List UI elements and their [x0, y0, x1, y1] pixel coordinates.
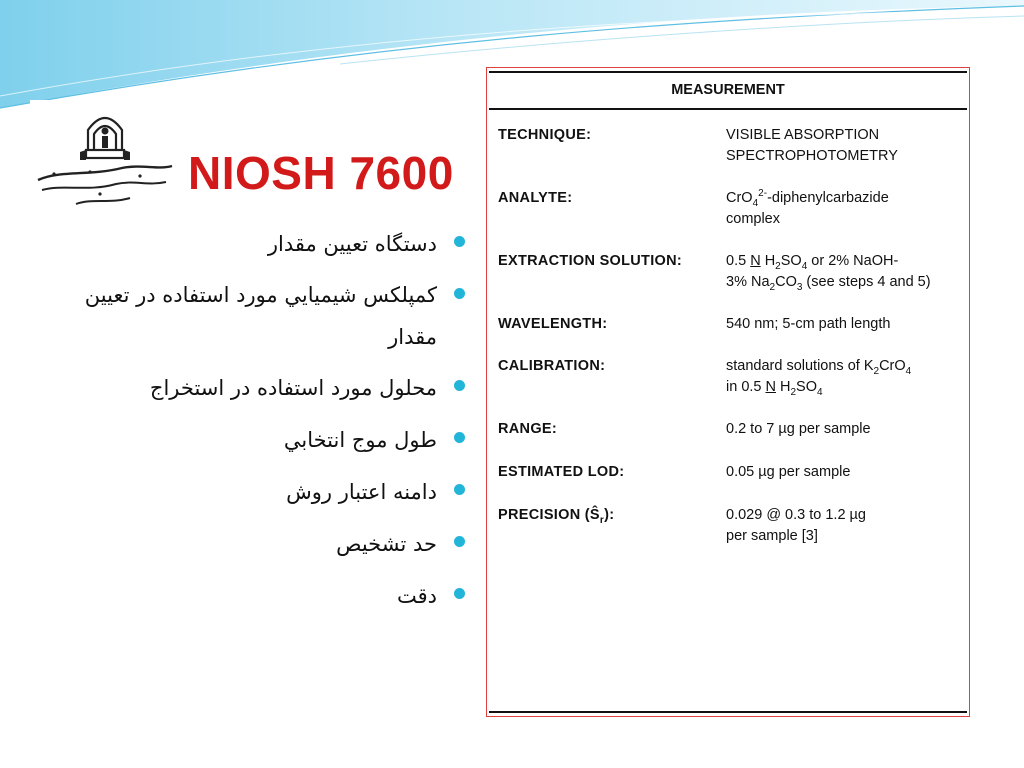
document-heading: MEASUREMENT — [671, 82, 785, 98]
university-logo — [30, 100, 180, 222]
row-value: 0.05 µg per sample — [726, 464, 851, 480]
list-item: حد تشخيص — [40, 522, 475, 566]
row-label: ANALYTE: — [498, 190, 573, 206]
row-label: PRECISION $(Ŝ_r)$: — [498, 507, 615, 526]
list-item: دامنه اعتبار روش — [40, 470, 475, 514]
logo-emblem-icon — [30, 100, 180, 222]
row-value: 0.2 to 7 µg per sample — [726, 421, 871, 437]
row-label: EXTRACTION SOLUTION: — [498, 253, 683, 269]
list-item: دقت — [40, 574, 475, 618]
slide-title: NIOSH 7600 — [188, 147, 454, 199]
row-value: CrO$_4^{2-}$-diphenylcarbazide complex — [726, 188, 889, 227]
row-value: 540 nm; 5-cm path length — [726, 316, 891, 332]
list-item: کمپلکس شيميايي مورد استفاده در تعيين مقدار — [40, 274, 475, 358]
row-label: ESTIMATED LOD: — [498, 464, 625, 480]
row-value: VISIBLE ABSORPTION SPECTROPHOTOMETRY — [726, 127, 898, 164]
bullet-list — [40, 222, 475, 626]
list-item: محلول مورد استفاده در استخراج — [40, 366, 475, 410]
row-label: TECHNIQUE: — [498, 127, 592, 143]
row-value: 0.029 @ 0.3 to 1.2 µg per sample [3] — [726, 507, 866, 544]
measurement-document — [486, 67, 970, 717]
row-label: WAVELENGTH: — [498, 316, 608, 332]
list-item: طول موج انتخابي — [40, 418, 475, 462]
row-label: CALIBRATION: — [498, 358, 606, 374]
row-value: 0.5 N $H_2SO_4$ or 2% NaOH- 3% $Na_2CO_3$ (see steps 4 and 5) — [726, 253, 931, 293]
divider — [489, 108, 967, 110]
row-value: standard solutions of $K_2CrO_4$ in 0.5 N $H_2SO_4$ — [726, 358, 912, 398]
divider — [489, 71, 967, 73]
divider — [489, 711, 967, 713]
row-label: RANGE: — [498, 421, 557, 437]
list-item: دستگاه تعيين مقدار — [40, 222, 475, 266]
